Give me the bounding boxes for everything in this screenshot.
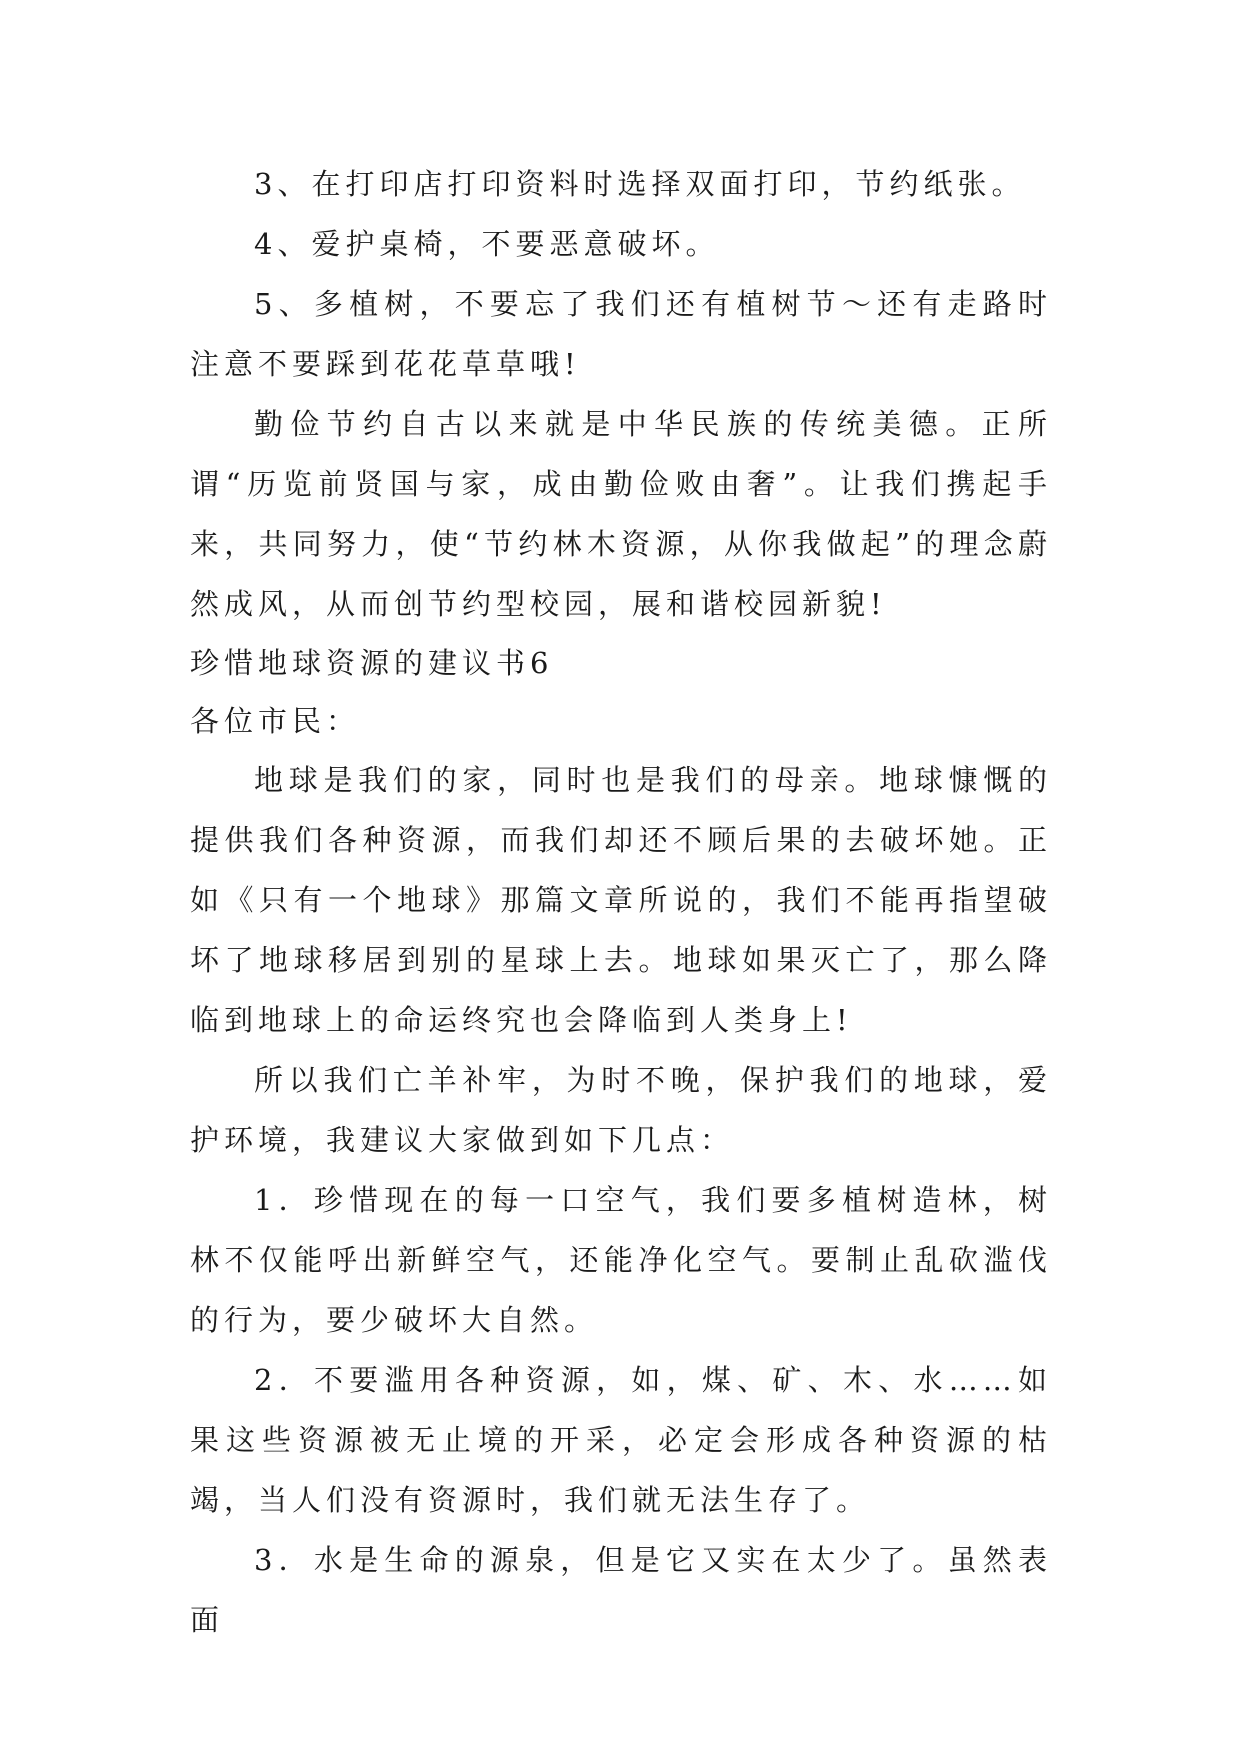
paragraph-tip-5: 5、多植树，不要忘了我们还有植树节～还有走路时注意不要踩到花花草草哦! [190, 287, 1052, 381]
document-body [190, 154, 1052, 1650]
paragraph-point-1: 1．珍惜现在的每一口空气，我们要多植树造林，树林不仅能呼出新鲜空气，还能净化空气。要制止乱砍滥伐的行为，要少破坏大自然。 [190, 1183, 1052, 1337]
paragraph-conclusion: 勤俭节约自古以来就是中华民族的传统美德。正所谓“历览前贤国与家，成由勤俭败由奢”。让我们携起手来，共同努力，使“节约林木资源，从你我做起”的理念蔚然成风，从而创节约型校园，展和谐校园新貌! [190, 407, 1052, 621]
paragraph-point-3: 3．水是生命的源泉，但是它又实在太少了。虽然表面 [190, 1543, 1052, 1637]
salutation: 各位市民： [190, 704, 361, 738]
paragraph-proposal-lead: 所以我们亡羊补牢，为时不晚，保护我们的地球，爱护环境，我建议大家做到如下几点： [190, 1063, 1052, 1157]
paragraph-point-2: 2．不要滥用各种资源，如，煤、矿、木、水……如果这些资源被无止境的开采，必定会形成各种资源的枯竭，当人们没有资源时，我们就无法生存了。 [190, 1363, 1052, 1517]
section-title: 珍惜地球资源的建议书6 [190, 646, 554, 680]
paragraph-tip-3: 3、在打印店打印资料时选择双面打印，节约纸张。 [254, 167, 1026, 201]
paragraph-intro: 地球是我们的家，同时也是我们的母亲。地球慷慨的提供我们各种资源，而我们却还不顾后果的去破坏她。正如《只有一个地球》那篇文章所说的，我们不能再指望破坏了地球移居到别的星球上去。地球如果灭亡了，那么降临到地球上的命运终究也会降临到人类身上! [190, 763, 1052, 1037]
paragraph-tip-4: 4、爱护桌椅，不要恶意破坏。 [254, 227, 720, 261]
